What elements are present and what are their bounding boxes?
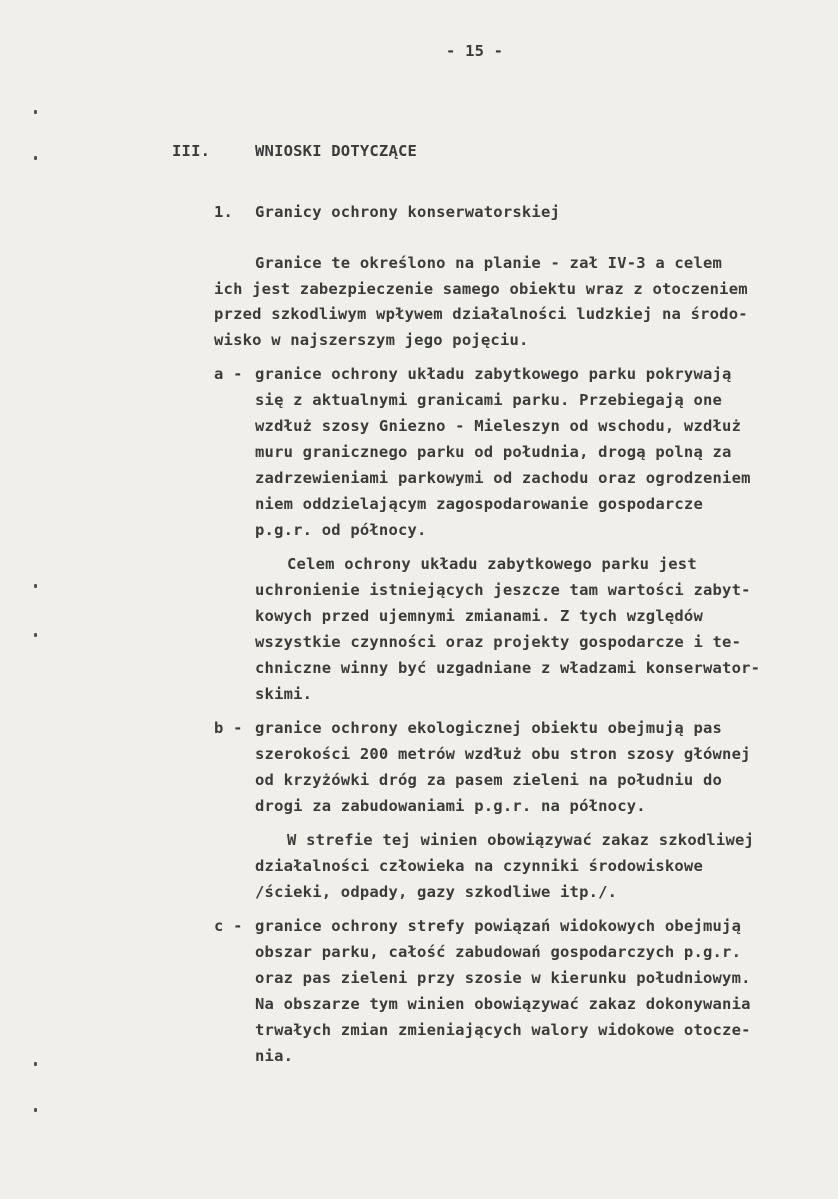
item-line: muru granicznego parku od południa, drogą polną za [255,443,732,461]
intro-line: przed szkodliwym wpływem działalności ludzkiej na środo- [214,305,748,323]
item-line: wzdłuż szosy Gniezno - Mieleszyn od wschodu, wzdłuż [255,417,742,435]
item-line: obszar parku, całość zabudowań gospodarczych p.g.r. [255,943,742,961]
paragraph-line: skimi. [255,685,313,703]
section-numeral: III. [172,142,211,160]
item-marker: b - [214,719,243,737]
paragraph-line: /ścieki, odpady, gazy szkodliwe itp./. [255,883,618,901]
item-line: granice ochrony układu zabytkowego parku pokrywają [255,365,732,383]
item-line: oraz pas zieleni przy szosie w kierunku południowym. [255,969,751,987]
paragraph-line: kowych przed ujemnymi zmianami. Z tych względów [255,607,703,625]
item-line: niem oddzielającym zagospodarowanie gospodarcze [255,495,703,513]
section-title: WNIOSKI DOTYCZĄCE [255,142,418,160]
paragraph-line: chniczne winny być uzgadniane z władzami konserwator- [255,659,761,677]
intro-line: ich jest zabezpieczenie samego obiektu wraz z otoczeniem [214,280,748,298]
item-line: granice ochrony strefy powiązań widokowych obejmują [255,917,742,935]
item-line: szerokości 200 metrów wzdłuż obu stron szosy głównej [255,745,751,763]
intro-line: Granice te określono na planie - zał IV-3 a celem [255,254,723,272]
page-number: - 15 - [446,42,504,60]
subsection-title: Granicy ochrony konserwatorskiej [255,203,561,221]
item-line: trwałych zmian zmieniających walory widokowe otocze- [255,1021,751,1039]
margin-mark [34,1108,37,1112]
subsection-number: 1. [214,203,234,221]
paragraph-line: uchronienie istniejących jeszcze tam wartości zabyt- [255,581,751,599]
intro-line: wisko w najszerszym jego pojęciu. [214,331,529,349]
item-line: zadrzewieniami parkowymi od zachodu oraz ogrodzeniem [255,469,751,487]
margin-mark [34,110,37,114]
paragraph-line: W strefie tej winien obowiązywać zakaz szkodliwej [287,831,755,849]
item-line: nia. [255,1047,294,1065]
paragraph-line: działalności człowieka na czynniki środowiskowe [255,857,703,875]
paragraph-line: Celem ochrony układu zabytkowego parku jest [287,555,697,573]
item-line: od krzyżówki dróg za pasem zieleni na południu do [255,771,723,789]
item-marker: a - [214,365,243,383]
margin-mark [34,156,37,160]
item-line: drogi za zabudowaniami p.g.r. na północy. [255,797,646,815]
item-line: p.g.r. od północy. [255,521,427,539]
margin-mark [34,584,37,588]
paragraph-line: wszystkie czynności oraz projekty gospodarcze i te- [255,633,742,651]
item-marker: c - [214,917,243,935]
margin-mark [34,1062,37,1066]
item-line: Na obszarze tym winien obowiązywać zakaz dokonywania [255,995,751,1013]
item-line: granice ochrony ekologicznej obiektu obejmują pas [255,719,723,737]
item-line: się z aktualnymi granicami parku. Przebiegają one [255,391,723,409]
margin-mark [34,633,37,637]
